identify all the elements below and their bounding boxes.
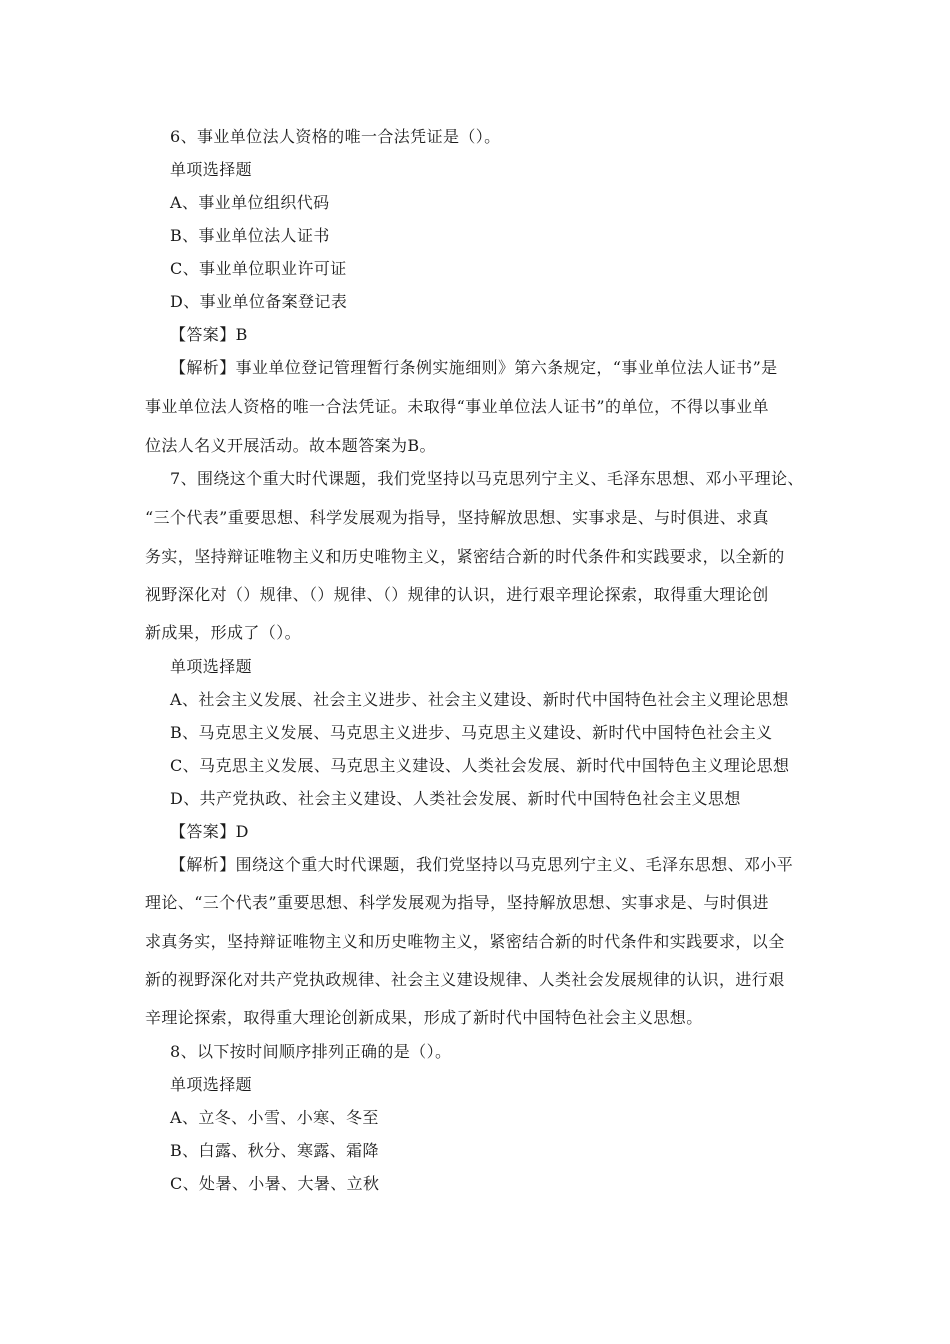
question-7-stem-line: 7、围绕这个重大时代课题，我们党坚持以马克思列宁主义、毛泽东思想、邓小平理论、 [170, 469, 804, 488]
question-8-stem: 8、以下按时间顺序排列正确的是（）。 [170, 1042, 452, 1061]
question-8-option-a: A、立冬、小雪、小寒、冬至 [170, 1108, 379, 1127]
question-8-option-b: B、白露、秋分、寒露、霜降 [170, 1141, 379, 1160]
question-6-analysis-line: 【解析】事业单位登记管理暂行条例实施细则》第六条规定，“事业单位法人证书”是 [170, 358, 778, 377]
question-6-stem: 6、事业单位法人资格的唯一合法凭证是（）。 [170, 127, 501, 146]
question-7-option-a: A、社会主义发展、社会主义进步、社会主义建设、新时代中国特色社会主义理论思想 [170, 690, 789, 709]
question-7-analysis-line: 求真务实，坚持辩证唯物主义和历史唯物主义，紧密结合新的时代条件和实践要求，以全 [145, 932, 785, 951]
question-7-analysis-line: 新的视野深化对共产党执政规律、社会主义建设规律、人类社会发展规律的认识，进行艰 [145, 970, 785, 989]
question-8-type: 单项选择题 [170, 1075, 253, 1094]
question-6-analysis-line: 事业单位法人资格的唯一合法凭证。未取得“事业单位法人证书”的单位，不得以事业单 [145, 397, 769, 416]
question-7-answer: 【答案】D [170, 822, 249, 841]
question-6-analysis-line: 位法人名义开展活动。故本题答案为B。 [145, 436, 436, 455]
question-6-type: 单项选择题 [170, 160, 253, 179]
question-7-option-c: C、马克思主义发展、马克思主义建设、人类社会发展、新时代中国特色主义理论思想 [170, 756, 790, 775]
question-7-analysis-line: 【解析】围绕这个重大时代课题，我们党坚持以马克思列宁主义、毛泽东思想、邓小平 [170, 855, 794, 874]
question-7-option-d: D、共产党执政、社会主义建设、人类社会发展、新时代中国特色社会主义思想 [170, 789, 741, 808]
question-6-option-a: A、事业单位组织代码 [170, 193, 330, 212]
question-7-type: 单项选择题 [170, 657, 253, 676]
question-7-analysis-line: 辛理论探索，取得重大理论创新成果，形成了新时代中国特色社会主义思想。 [145, 1008, 703, 1027]
question-7-stem-line: 务实，坚持辩证唯物主义和历史唯物主义，紧密结合新的时代条件和实践要求，以全新的 [145, 547, 785, 566]
question-7-stem-line: 新成果，形成了（）。 [145, 623, 302, 642]
question-7-stem-line: “三个代表”重要思想、科学发展观为指导，坚持解放思想、实事求是、与时俱进、求真 [145, 508, 769, 527]
question-6-answer: 【答案】B [170, 325, 248, 344]
question-8-option-c: C、处暑、小暑、大暑、立秋 [170, 1174, 380, 1193]
question-6-option-b: B、事业单位法人证书 [170, 226, 330, 245]
question-7-option-b: B、马克思主义发展、马克思主义进步、马克思主义建设、新时代中国特色社会主义 [170, 723, 773, 742]
question-6-option-c: C、事业单位职业许可证 [170, 259, 347, 278]
question-6-option-d: D、事业单位备案登记表 [170, 292, 348, 311]
question-7-analysis-line: 理论、“三个代表”重要思想、科学发展观为指导，坚持解放思想、实事求是、与时俱进 [145, 893, 769, 912]
question-7-stem-line: 视野深化对（）规律、（）规律、（）规律的认识，进行艰辛理论探索，取得重大理论创 [145, 585, 769, 604]
